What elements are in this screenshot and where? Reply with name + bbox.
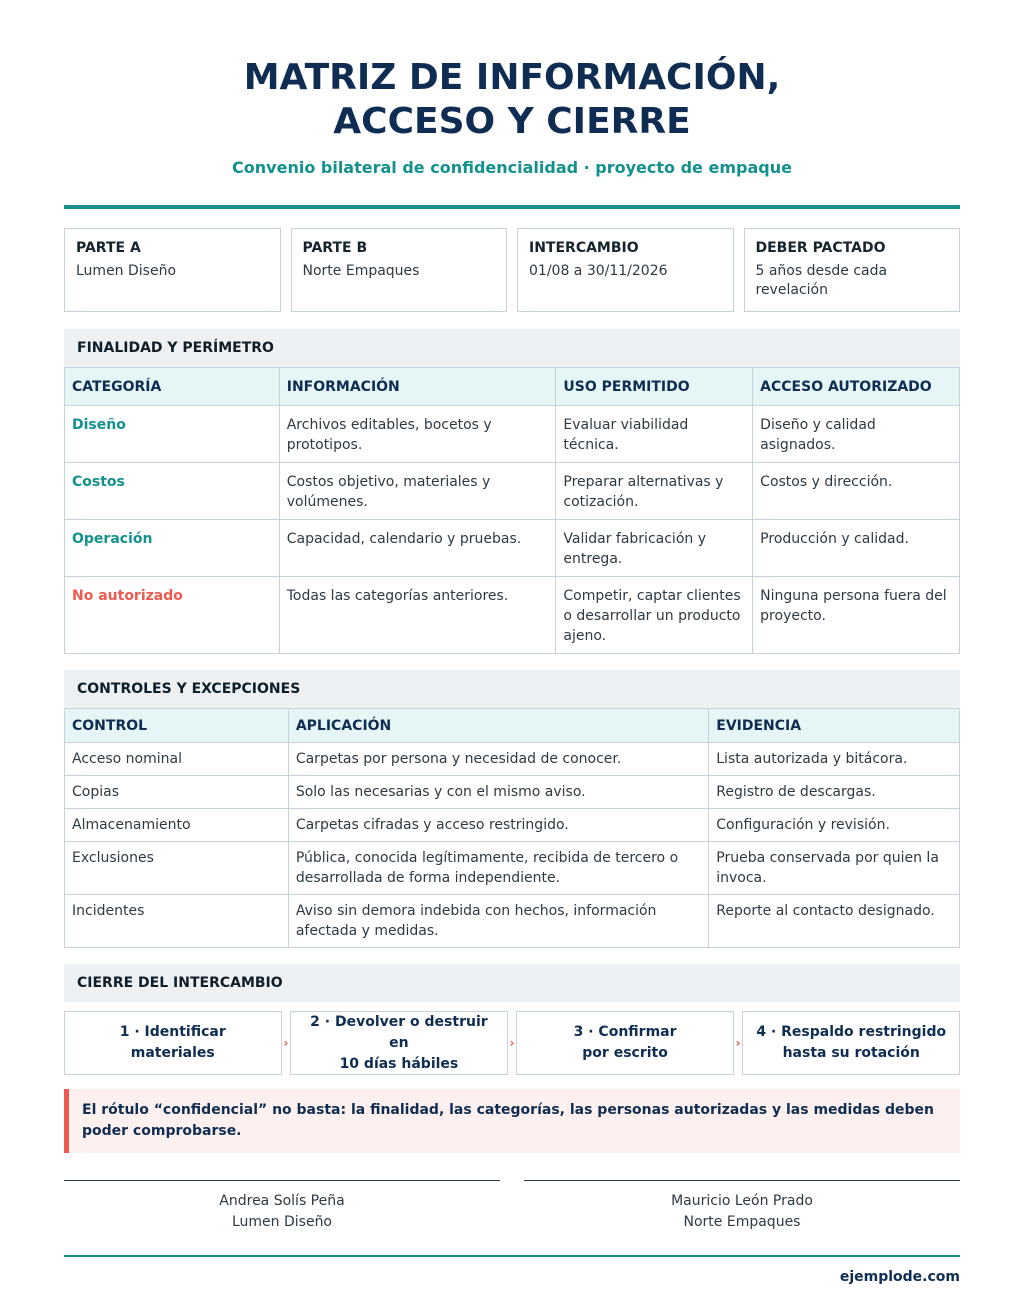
card-label: DEBER PACTADO [755, 240, 886, 256]
header-divider [64, 205, 960, 209]
step-line: 10 días hábiles [339, 1055, 459, 1072]
table-cell: Reporte al contacto designado. [709, 895, 960, 948]
table-cell: Prueba conservada por quien la invoca. [709, 842, 960, 895]
table-row [65, 743, 960, 776]
section-heading-closure: CIERRE DEL INTERCAMBIO [64, 964, 960, 1002]
table-row [65, 406, 960, 463]
table-cell: Acceso nominal [65, 743, 289, 776]
table-cell: Costos objetivo, materiales y volúmenes. [279, 463, 556, 520]
warning-callout: El rótulo “confidencial” no basta: la finalidad, las categorías, las personas autorizadas y las medidas deben poder comprobarse. [64, 1089, 960, 1153]
card-label: PARTE A [76, 240, 141, 256]
chevron-right-icon: › [735, 1036, 741, 1050]
column-header: INFORMACIÓN [279, 368, 556, 406]
step-line: hasta su rotación [782, 1045, 920, 1061]
table-cell: Lista autorizada y bitácora. [709, 743, 960, 776]
category-cell: Diseño [65, 406, 280, 463]
closure-step-3 [516, 1011, 734, 1075]
signature-block [64, 1180, 960, 1233]
table-header-row [65, 709, 960, 743]
card-party-b [291, 228, 508, 312]
signer-org: Lumen Diseño [231, 1214, 333, 1230]
column-header: CONTROL [65, 709, 289, 743]
table-row [65, 463, 960, 520]
column-header: USO PERMITIDO [556, 368, 753, 406]
table-cell: Evaluar viabilidad técnica. [556, 406, 753, 463]
signer-name: Andrea Solís Peña [219, 1193, 345, 1209]
table-row [65, 842, 960, 895]
card-value: 5 años desde cada revelación [755, 263, 888, 298]
table-cell: Carpetas por persona y necesidad de conocer. [288, 743, 708, 776]
table-header-row [65, 368, 960, 406]
title-line-2: ACCESO Y CIERRE [333, 101, 691, 142]
card-duty [744, 228, 961, 312]
step-line: materiales [130, 1045, 215, 1061]
step-line: 1 · Identificar [119, 1024, 226, 1040]
column-header: APLICACIÓN [288, 709, 708, 743]
category-cell-unauthorized: No autorizado [65, 577, 280, 654]
step-line: 2 · Devolver o destruir en [310, 1013, 488, 1051]
signature-party-a [64, 1180, 500, 1233]
table-row [65, 577, 960, 654]
table-cell: Todas las categorías anteriores. [279, 577, 556, 654]
card-value: 01/08 a 30/11/2026 [529, 263, 668, 279]
table-cell: Producción y calidad. [753, 520, 960, 577]
card-label: INTERCAMBIO [529, 240, 639, 256]
table-cell: Diseño y calidad asignados. [753, 406, 960, 463]
page-title [64, 56, 960, 144]
signer-name: Mauricio León Prado [671, 1193, 813, 1209]
section-heading-scope: FINALIDAD Y PERÍMETRO [64, 329, 960, 367]
card-exchange [517, 228, 734, 312]
table-row [65, 520, 960, 577]
page-subtitle: Convenio bilateral de confidencialidad · proyecto de empaque [232, 158, 792, 177]
column-header: CATEGORÍA [65, 368, 280, 406]
table-cell: Preparar alternativas y cotización. [556, 463, 753, 520]
table-cell: Carpetas cifradas y acceso restringido. [288, 809, 708, 842]
category-cell: Costos [65, 463, 280, 520]
closure-step-2 [290, 1011, 508, 1075]
table-cell: Incidentes [65, 895, 289, 948]
scope-table [64, 367, 960, 654]
step-line: 4 · Respaldo restringido [756, 1024, 947, 1040]
table-cell: Solo las necesarias y con el mismo aviso. [288, 776, 708, 809]
table-cell: Almacenamiento [65, 809, 289, 842]
document-page [64, 0, 960, 1285]
signature-party-b [524, 1180, 960, 1233]
section-heading-controls: CONTROLES Y EXCEPCIONES [64, 670, 960, 708]
parties-cards [64, 228, 960, 312]
table-cell: Validar fabricación y entrega. [556, 520, 753, 577]
chevron-right-icon: › [509, 1036, 515, 1050]
column-header: EVIDENCIA [709, 709, 960, 743]
footer-source: ejemplode.com [839, 1269, 960, 1285]
chevron-right-icon: › [283, 1036, 289, 1050]
table-cell: Registro de descargas. [709, 776, 960, 809]
card-value: Lumen Diseño [76, 263, 177, 279]
table-cell: Capacidad, calendario y pruebas. [279, 520, 556, 577]
table-cell: Copias [65, 776, 289, 809]
signer-org: Norte Empaques [683, 1214, 801, 1230]
card-label: PARTE B [302, 240, 368, 256]
controls-table [64, 708, 960, 948]
closure-steps [64, 1011, 960, 1075]
table-cell: Competir, captar clientes o desarrollar un producto ajeno. [556, 577, 753, 654]
table-cell: Costos y dirección. [753, 463, 960, 520]
table-row [65, 895, 960, 948]
card-party-a [64, 228, 281, 312]
table-cell: Exclusiones [65, 842, 289, 895]
table-row [65, 776, 960, 809]
title-line-1: MATRIZ DE INFORMACIÓN, [243, 57, 781, 98]
table-cell: Archivos editables, bocetos y prototipos. [279, 406, 556, 463]
card-value: Norte Empaques [302, 263, 420, 279]
table-cell: Aviso sin demora indebida con hechos, información afectada y medidas. [288, 895, 708, 948]
closure-step-1 [64, 1011, 282, 1075]
category-cell: Operación [65, 520, 280, 577]
table-row [65, 809, 960, 842]
table-cell: Pública, conocida legítimamente, recibida de tercero o desarrollada de forma independiente. [288, 842, 708, 895]
table-cell: Ninguna persona fuera del proyecto. [753, 577, 960, 654]
step-line: por escrito [582, 1045, 668, 1061]
step-line: 3 · Confirmar [573, 1024, 677, 1040]
closure-step-4 [742, 1011, 960, 1075]
column-header: ACCESO AUTORIZADO [753, 368, 960, 406]
footer-divider [64, 1255, 960, 1257]
table-cell: Configuración y revisión. [709, 809, 960, 842]
